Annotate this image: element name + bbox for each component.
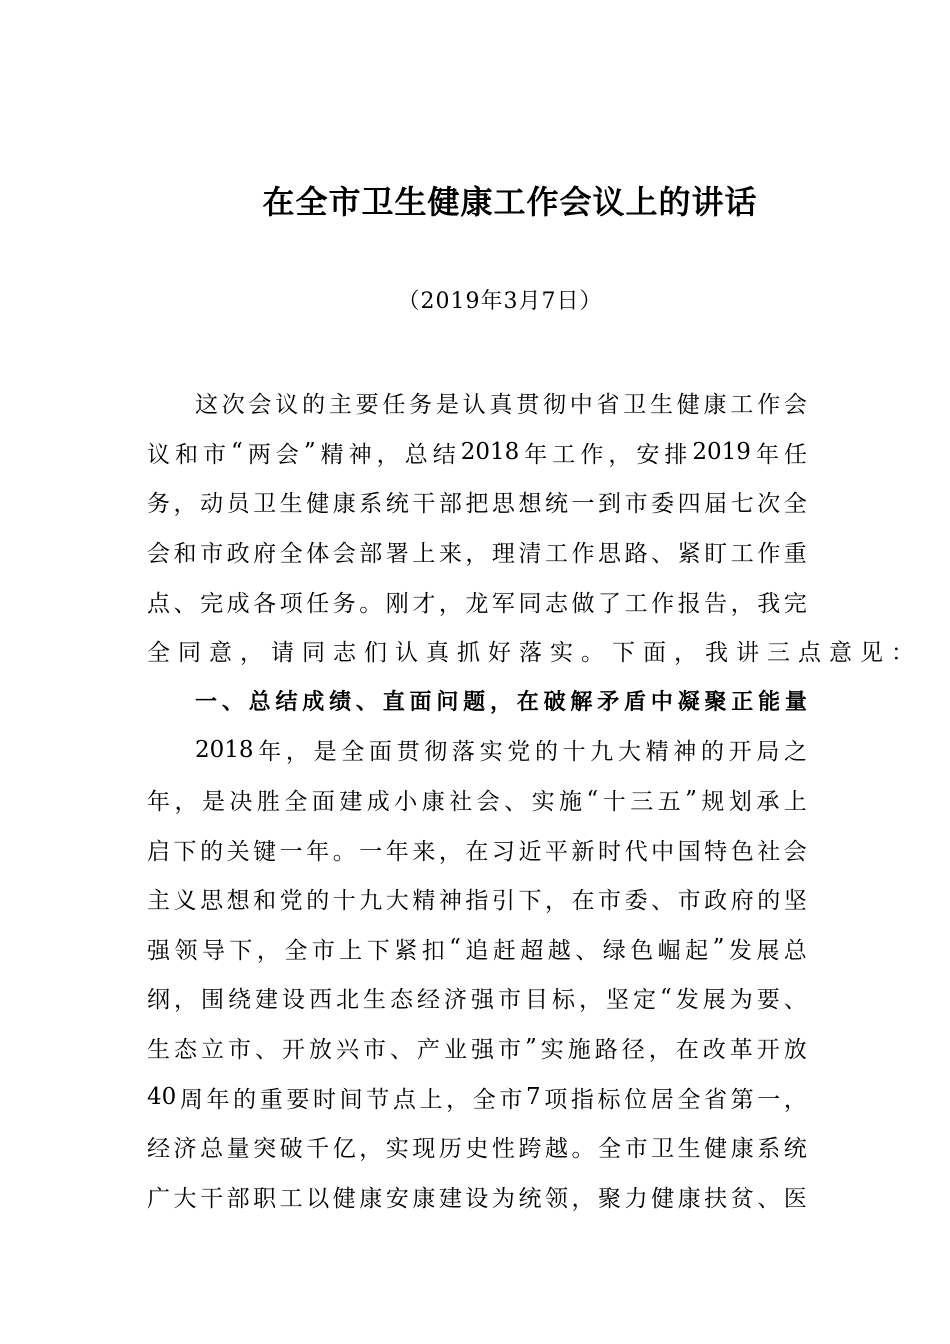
document-body [147, 378, 922, 1221]
body-line: 强 领 导 下 ， 全 市 上 下 紧 扣 “ 追 赶 超 越 、 绿 色 崛 起 ” 发 展 总 [147, 935, 807, 964]
body-line: 会 和 市 政 府 全 体 会 部 署 上 来 ， 理 清 工 作 思 路 、 紧 盯 工 作 重 [147, 541, 807, 568]
body-line: 广 大 干 部 职 工 以 健 康 安 康 建 设 为 统 领 ， 聚 力 健 康 扶 贫 、 医 [147, 1185, 807, 1212]
body-line: 务 ， 动 员 卫 生 健 康 系 统 干 部 把 思 想 统 一 到 市 委 四 届 七 次 全 [147, 491, 807, 518]
document-title: 在全市卫生健康工作会议上的讲话 [262, 183, 758, 221]
body-line: 年 ， 是 决 胜 全 面 建 成 小 康 社 会 、 实 施 “ 十 三 五 ” 规 划 承 上 [147, 786, 807, 816]
body-line: 全同意，请同志们认真抓好落实。下面，我讲三点意见： [147, 640, 922, 667]
body-line: 经 济 总 量 突 破 千 亿 ， 实 现 历 史 性 跨 越 。 全 市 卫 生 健 康 系 统 [147, 1136, 807, 1163]
body-line: 40 周 年 的 重 要 时 间 节 点 上 ， 全 市 7 项 指 标 位 居 全 省 第 一 ， [147, 1084, 807, 1113]
body-line: 议 和 市 “ 两 会 ” 精 神 ， 总 结 2018 年 工 作 ， 安 排 2019 年 任 [147, 439, 807, 468]
body-line: 2018 年 ， 是 全 面 贯 彻 落 实 党 的 十 九 大 精 神 的 开 局 之 [195, 736, 807, 766]
document-date: （2019年3月7日） [397, 289, 603, 314]
body-line: 纲 ， 围 绕 建 设 西 北 生 态 经 济 强 市 目 标 ， 坚 定 “ 发 展 为 要 、 [147, 984, 807, 1014]
section-heading: 一 、 总 结 成 绩 、 直 面 问 题 ， 在 破 解 矛 盾 中 凝 聚 正 能 量 [195, 689, 807, 715]
body-line: 点 、 完 成 各 项 任 务 。 刚 才 ， 龙 军 同 志 做 了 工 作 报 告 ， 我 完 [147, 590, 807, 617]
body-line: 启 下 的 关 键 一 年 。 一 年 来 ， 在 习 近 平 新 时 代 中 国 特 色 社 会 [147, 838, 807, 865]
body-line: 生 态 立 市 、 开 放 兴 市 、 产 业 强 市 ” 实 施 路 径 ， 在 改 革 开 放 [147, 1034, 807, 1064]
body-line: 主 义 思 想 和 党 的 十 九 大 精 神 指 引 下 ， 在 市 委 、 市 政 府 的 坚 [147, 888, 807, 915]
body-line: 这 次 会 议 的 主 要 任 务 是 认 真 贯 彻 中 省 卫 生 健 康 工 作 会 [195, 392, 807, 419]
